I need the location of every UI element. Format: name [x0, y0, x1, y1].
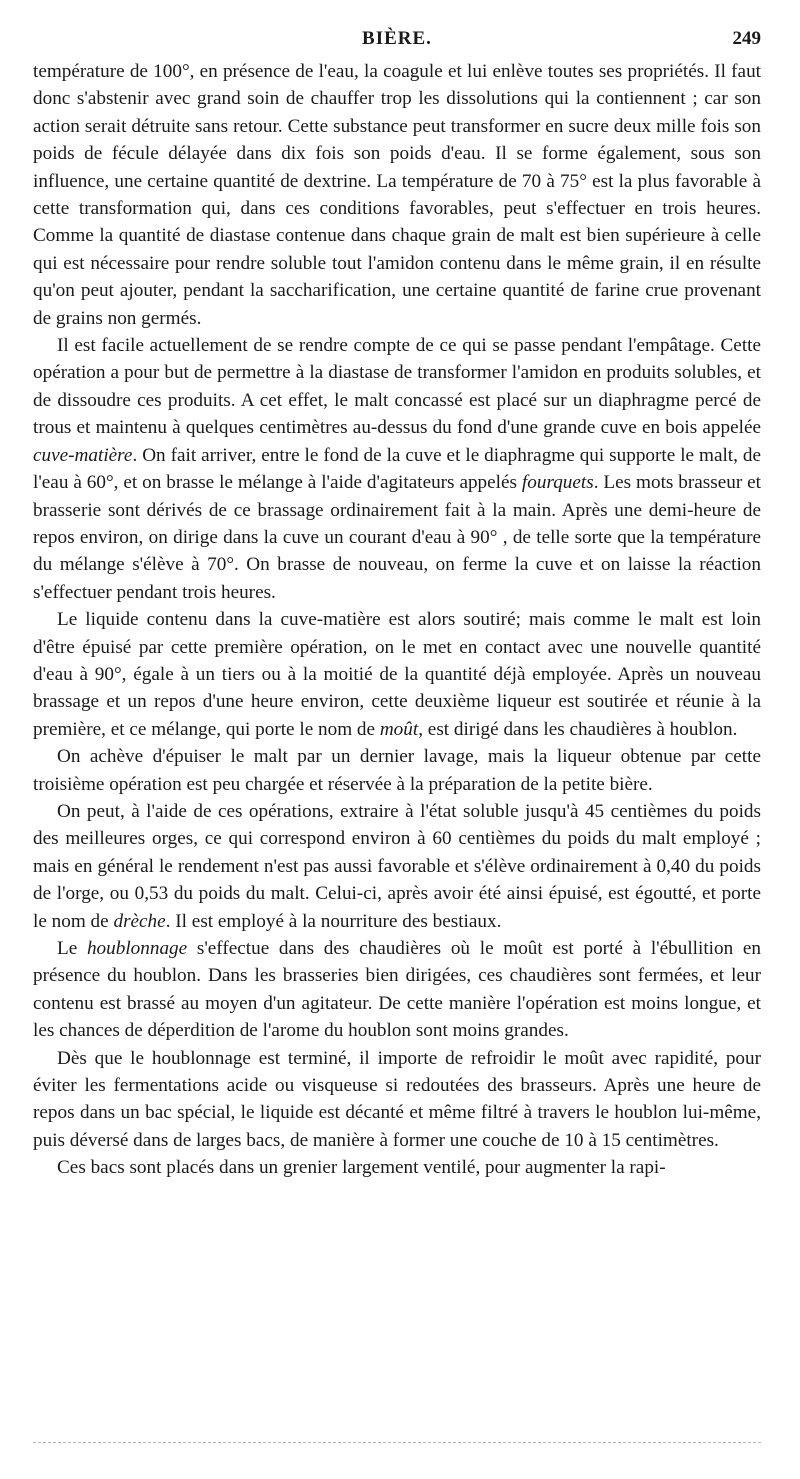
paragraph	[33, 1154, 761, 1181]
italic-term: moût	[379, 718, 419, 740]
italic-term: fourquets	[521, 472, 594, 494]
book-page	[33, 28, 761, 1182]
text-run: Il est facile actuellement de se rendre compte de ce qui se passe pendant l'empâtage. Cette opération a pour but de permettre à la diastase de transformer l'amidon en produits solubles, et de dissoudre ces produits. A cet effet, le malt concassé est placé sur un diaphragme percé de trous et maintenu à quelques centimètres au-dessus du fond d'une grande cuve en bois appelée	[33, 335, 761, 439]
text-run: Le	[57, 938, 87, 959]
paragraph	[33, 1045, 761, 1155]
page-number: 249	[732, 28, 761, 49]
paragraph	[33, 606, 761, 743]
text-run: Dès que le houblonnage est terminé, il importe de refroidir le moût avec rapidité, pour éviter les fermentations acide ou visqueuse si redoutées des brasseurs. Après une heure de repos dans un bac spécial, le liquide est décanté et même filtré à travers le houblon lui-même, puis déversé dans de larges bacs, de manière à former une couche de 10 à 15 centimètres.	[33, 1047, 761, 1151]
italic-term: drèche	[113, 910, 166, 932]
text-run: On achève d'épuiser le malt par un dernier lavage, mais la liqueur obtenue par cette troisième opération est peu chargée et réservée à la préparation de la petite bière.	[33, 746, 761, 795]
italic-term: cuve-matière	[33, 444, 133, 466]
text-run: . Il est employé à la nourriture des bestiaux.	[165, 910, 502, 932]
text-run: , est dirigé dans les chaudières à houblon.	[418, 718, 738, 740]
italic-term: houblonnage	[86, 938, 188, 959]
text-run: On peut, à l'aide de ces opérations, extraire à l'état soluble jusqu'à 45 centièmes du poids des meilleures orges, ce qui correspond environ à 60 centièmes du poids du malt employé ; mais en général le rendement n'est pas aussi favorable et s'élève ordinairement à 0,40 du poids de l'orge, ou 0,53 du poids du malt. Celui-ci, après avoir été ainsi épuisé, est égoutté, et porte le nom de	[33, 800, 761, 932]
body-text	[33, 58, 761, 1182]
paragraph	[33, 332, 761, 606]
text-run: Ces bacs sont placés dans un grenier largement ventilé, pour augmenter la rapi-	[57, 1157, 666, 1179]
text-run: s'effectue dans des chaudières où le moût est porté à l'ébullition en présence du houblon. Dans les brasseries bien dirigées, ces chaudières sont fermées, et leur contenu est brassé au moyen d'un agitateur. De cette manière l'opération est moins longue, et les chances de déperdition de l'arome du houblon sont moins grandes.	[33, 938, 761, 1042]
paragraph	[33, 58, 761, 332]
paragraph	[33, 935, 761, 1045]
text-run: . On fait arriver, entre le fond de la cuve et le diaphragme qui supporte le malt, de l'eau à 60°, et on brasse le mélange à l'aide d'agitateurs appelés	[33, 444, 761, 494]
page-header	[33, 28, 761, 58]
text-run: . Les mots brasseur et brasserie sont dérivés de ce brassage ordinairement fait à la main. Après une demi-heure de repos environ, on dirige dans la cuve un courant d'eau à 90° , de telle sorte que la température du mélange s'élève à 70°. On brasse de nouveau, on ferme la cuve et on laisse la réaction s'effectuer pendant trois heures.	[33, 472, 761, 603]
paragraph	[33, 743, 761, 798]
running-title: BIÈRE.	[362, 28, 432, 49]
text-run: température de 100°, en présence de l'eau, la coagule et lui enlève toutes ses propriétés. Il faut donc s'abstenir avec grand soin de chauffer trop les dissolutions qui la contiennent ; car son action serait détruite sans retour. Cette substance peut transformer en sucre deux mille fois son poids de fécule délayée dans dix fois son poids d'eau. Il se forme également, sous son influence, une certaine quantité de dextrine. La température de 70 à 75° est la plus favorable à cette transformation qui, dans ces conditions favorables, peut s'effectuer en trois heures. Comme la quantité de diastase contenue dans chaque grain de malt est bien supérieure à celle qui est nécessaire pour rendre soluble tout l'amidon contenu dans le même grain, il en résulte qu'on peut ajouter, pendant la saccharification, une certaine quantité de farine crue provenant de grains non germés.	[33, 61, 761, 329]
bottom-rule	[33, 1442, 761, 1443]
paragraph	[33, 798, 761, 935]
text-run: Le liquide contenu dans la cuve-matière est alors soutiré; mais comme le malt est loin d'être épuisé par cette première opération, on le met en contact avec une nouvelle quantité d'eau à 90°, égale à un tiers ou à la moitié de la quantité déjà employée. Après un nouveau brassage et un repos d'une heure environ, cette deuxième liqueur est soutirée et réunie à la première, et ce mélange, qui porte le nom de	[33, 609, 761, 740]
